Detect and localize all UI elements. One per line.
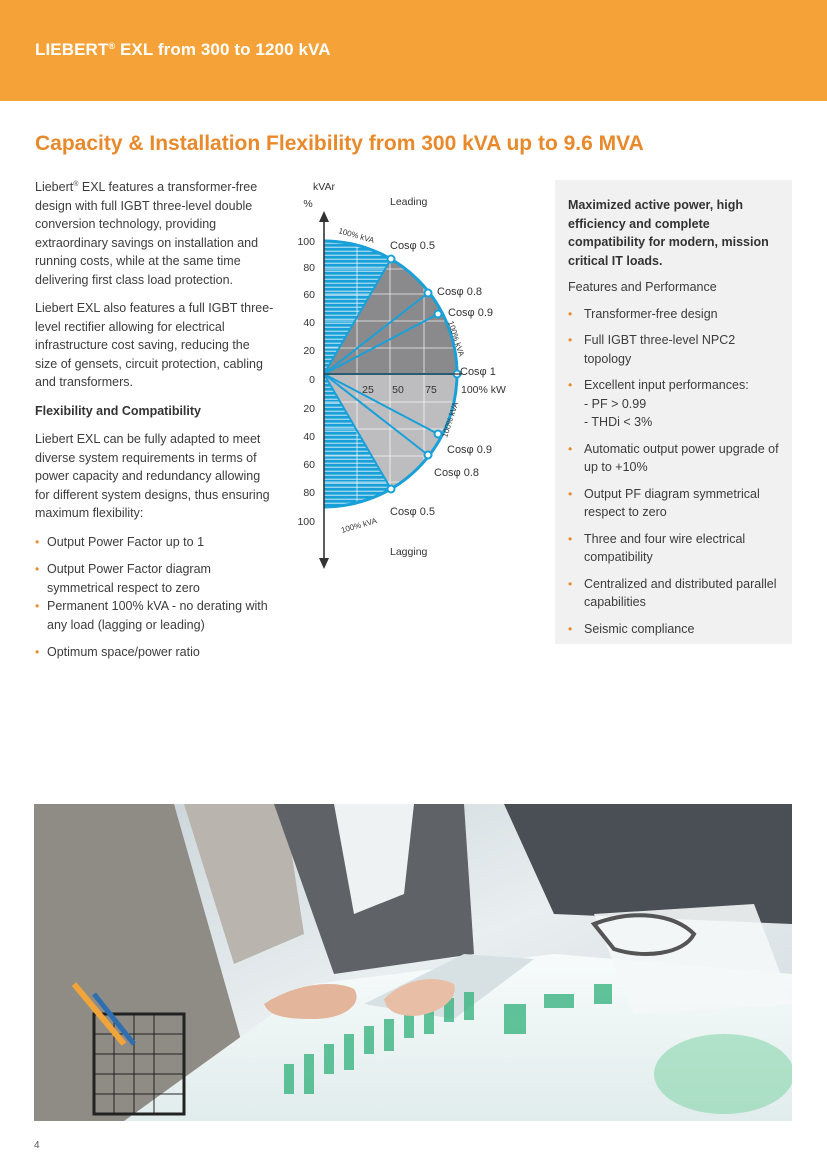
power-factor-diagram (290, 176, 520, 576)
list-item: • Output Power Factor diagram symmetrical respect to zero (35, 560, 275, 597)
features-lead: Maximized active power, high efficiency and complete compatibility for modern, mission critical IT loads. (568, 198, 769, 268)
x-tick-labels (362, 384, 437, 396)
list-item: • Automatic output power upgrade of up to +10% (568, 440, 783, 477)
y-tick: 100 (297, 236, 315, 248)
arc-label: 100% kVA (340, 516, 378, 535)
left-column (35, 176, 275, 670)
y-tick: 60 (303, 459, 315, 471)
lagging-label: Lagging (390, 546, 428, 558)
features-box (555, 180, 792, 644)
list-subitem: - PF > 0.99 (584, 396, 647, 411)
arc-label: 100% kVA (337, 226, 376, 246)
x-tick: 75 (425, 384, 437, 396)
page-number: 4 (34, 1140, 40, 1151)
x-tick: 25 (362, 384, 374, 396)
list-item: • Permanent 100% kVA - no derating with any load (lagging or leading) (35, 597, 275, 634)
pf-label: Cosφ 0.9 (448, 307, 494, 319)
pf-label: Cosφ 0.8 (437, 286, 483, 298)
features-subtitle: Features and Performance (568, 280, 717, 294)
y-tick: 20 (303, 345, 315, 357)
y-tick: 40 (303, 431, 315, 443)
pf-label: Cosφ 1 (460, 366, 496, 378)
business-meeting-photo (34, 804, 792, 1121)
y-tick-labels (297, 236, 315, 528)
page-title: Capacity & Installation Flexibility from 300 kVA up to 9.6 MVA (35, 132, 644, 155)
x-end-label: 100% kW (461, 384, 506, 396)
y-tick: 0 (309, 374, 315, 386)
list-item: • Three and four wire electrical compatibility (568, 530, 783, 567)
flexibility-paragraph: Liebert EXL can be fully adapted to meet diverse system requirements in terms of power capacity and redundancy allowing for different system designs, thus ensuring maximum flexibility: (35, 432, 270, 520)
flexibility-list (35, 533, 275, 662)
photo-illustration (34, 804, 792, 1121)
list-item: • Seismic compliance (568, 620, 783, 639)
y-tick: 40 (303, 317, 315, 329)
y-unit-percent: % (303, 198, 313, 210)
rectifier-paragraph: Liebert EXL also features a full IGBT three-level rectifier allowing for electrical infrastructure cost saving, reducing the size of gensets, circuit protection, cabling and transformers. (35, 301, 274, 389)
pf-label: Cosφ 0.5 (390, 240, 436, 252)
flexibility-heading: Flexibility and Compatibility (35, 403, 201, 418)
arc-label: 100% kVA (446, 319, 467, 358)
features-list (568, 305, 783, 639)
y-tick: 80 (303, 487, 315, 499)
list-item (568, 376, 783, 432)
list-subitem: - THDi < 3% (584, 415, 653, 429)
y-tick: 60 (303, 289, 315, 301)
y-tick: 80 (303, 262, 315, 274)
header-title: LIEBERT® EXL from 300 to 1200 kVA (35, 40, 331, 59)
arc-label: 100% kVA (440, 400, 461, 439)
features-content (568, 196, 783, 646)
list-item: • Output Power Factor up to 1 (35, 533, 275, 552)
list-item: • Full IGBT three-level NPC2 topology (568, 331, 783, 368)
pf-label: Cosφ 0.5 (390, 506, 436, 518)
intro-paragraph: Liebert® EXL features a transformer-free design with full IGBT three-level double conversion technology, providing extraordinary savings on installation and running costs, while at the same time delivering first class load protection. (35, 180, 259, 287)
list-item-text: Excellent input performances: (584, 378, 749, 392)
leading-label: Leading (390, 196, 428, 208)
list-item: • Centralized and distributed parallel capabilities (568, 575, 783, 612)
pf-label: Cosφ 0.9 (447, 444, 493, 456)
list-item: • Transformer-free design (568, 305, 783, 324)
list-item: • Optimum space/power ratio (35, 643, 275, 662)
x-tick: 50 (392, 384, 404, 396)
y-unit-label: kVAr (313, 181, 335, 193)
y-tick: 100 (297, 516, 315, 528)
list-item: • Output PF diagram symmetrical respect to zero (568, 485, 783, 522)
y-tick: 20 (303, 403, 315, 415)
pf-label: Cosφ 0.8 (434, 467, 480, 479)
